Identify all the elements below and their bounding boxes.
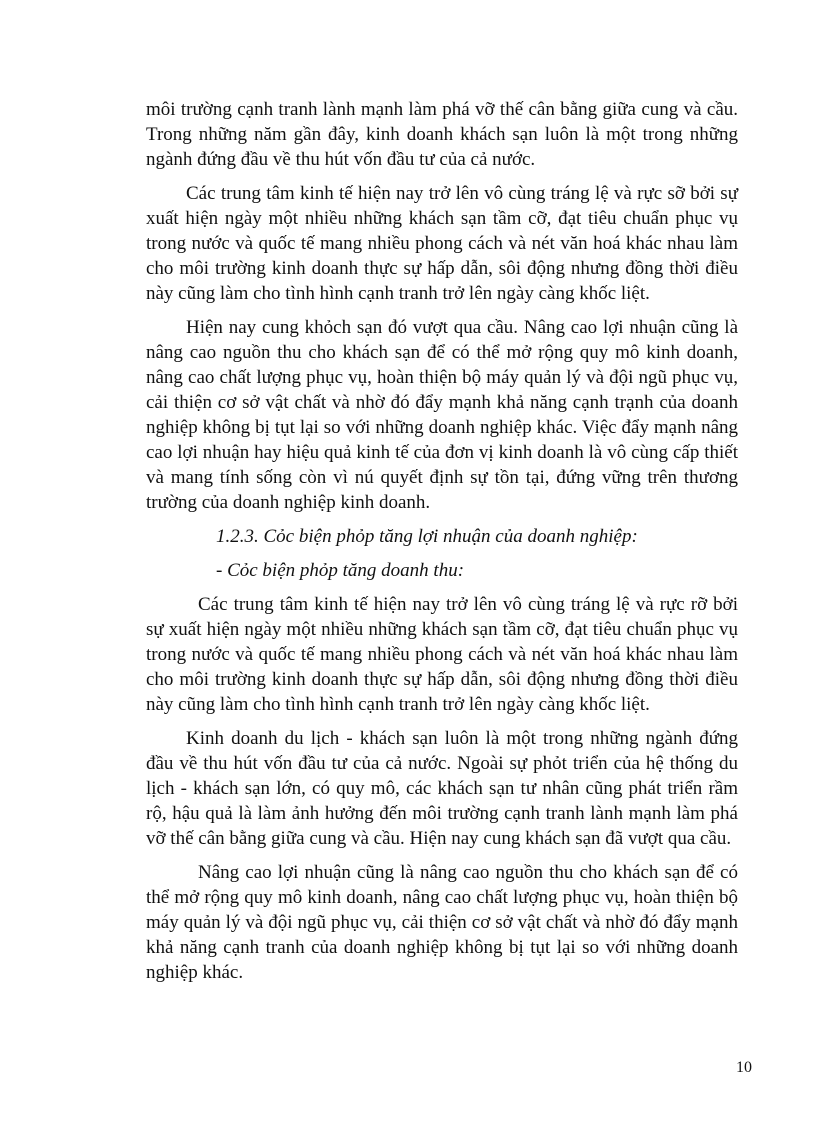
body-text: [146, 97, 738, 994]
page-number: 10: [736, 1059, 752, 1076]
section-subheading: - Cỏc biện phỏp tăng doanh thu:: [216, 560, 465, 581]
paragraph-continuation: môi trường cạnh tranh lành mạnh làm phá vỡ thế cân bằng giữa cung và cầu. Trong những năm gần đây, kinh doanh khách sạn luôn là một trong những ngành đứng đầu về thu hút vốn đầu tư của cả nước.: [146, 99, 738, 170]
paragraph: Nâng cao lợi nhuận cũng là nâng cao nguồn thu cho khách sạn để có thể mở rộng quy mô kinh doanh, nâng cao chất lượng phục vụ, hoàn thiện bộ máy quản lý và đội ngũ phục vụ, cải thiện cơ sở vật chất và nhờ đó đẩy mạnh khả năng cạnh tranh của doanh nghiệp không bị tụt lại so với những doanh nghiệp khác.: [146, 862, 738, 983]
paragraph: Các trung tâm kinh tế hiện nay trở lên vô cùng tráng lệ và rực rỡ bởi sự xuất hiện ngày một nhiều những khách sạn tầm cỡ, đạt tiêu chuẩn phục vụ trong nước và quốc tế mang nhiều phong cách và nét văn hoá khác nhau làm cho môi trường kinh doanh thực sự hấp dẫn, sôi động nhưng đồng thời điều này cũng làm cho tình hình cạnh tranh trở lên ngày càng khốc liệt.: [146, 594, 738, 715]
paragraph: Các trung tâm kinh tế hiện nay trở lên vô cùng tráng lệ và rực sỡ bởi sự xuất hiện ngày một nhiều những khách sạn tầm cỡ, đạt tiêu chuẩn phục vụ trong nước và quốc tế mang nhiều phong cách và nét văn hoá khác nhau làm cho môi trường kinh doanh thực sự hấp dẫn, sôi động nhưng đồng thời điều này cũng làm cho tình hình cạnh tranh trở lên ngày càng khốc liệt.: [146, 183, 738, 304]
paragraph: Hiện nay cung khỏch sạn đó vượt qua cầu. Nâng cao lợi nhuận cũng là nâng cao nguồn thu cho khách sạn để có thể mở rộng quy mô kinh doanh, nâng cao chất lượng phục vụ, hoàn thiện bộ máy quản lý và đội ngũ phục vụ, cải thiện cơ sở vật chất và nhờ đó đẩy mạnh khả năng cạnh trạnh của doanh nghiệp không bị tụt lại so với những doanh nghiệp khác. Việc đẩy mạnh nâng cao lợi nhuận hay hiệu quả kinh tế của đơn vị kinh doanh là vô cùng cấp thiết và mang tính sống còn vì nú quyết định sự tồn tại, đứng vững trên thương trường của doanh nghiệp kinh doanh.: [146, 317, 738, 513]
paragraph: Kinh doanh du lịch - khách sạn luôn là một trong những ngành đứng đầu về thu hút vốn đầu tư của cả nước. Ngoài sự phỏt triển của hệ thống du lịch - khách sạn lớn, có quy mô, các khách sạn tư nhân cũng phát triển rầm rộ, hậu quả là làm ảnh hưởng đến môi trường cạnh tranh lành mạnh làm phá vỡ thế cân bằng giữa cung và cầu. Hiện nay cung khách sạn đã vượt qua cầu.: [146, 728, 738, 849]
section-heading: 1.2.3. Cỏc biện phỏp tăng lợi nhuận của doanh nghiệp:: [216, 526, 638, 547]
